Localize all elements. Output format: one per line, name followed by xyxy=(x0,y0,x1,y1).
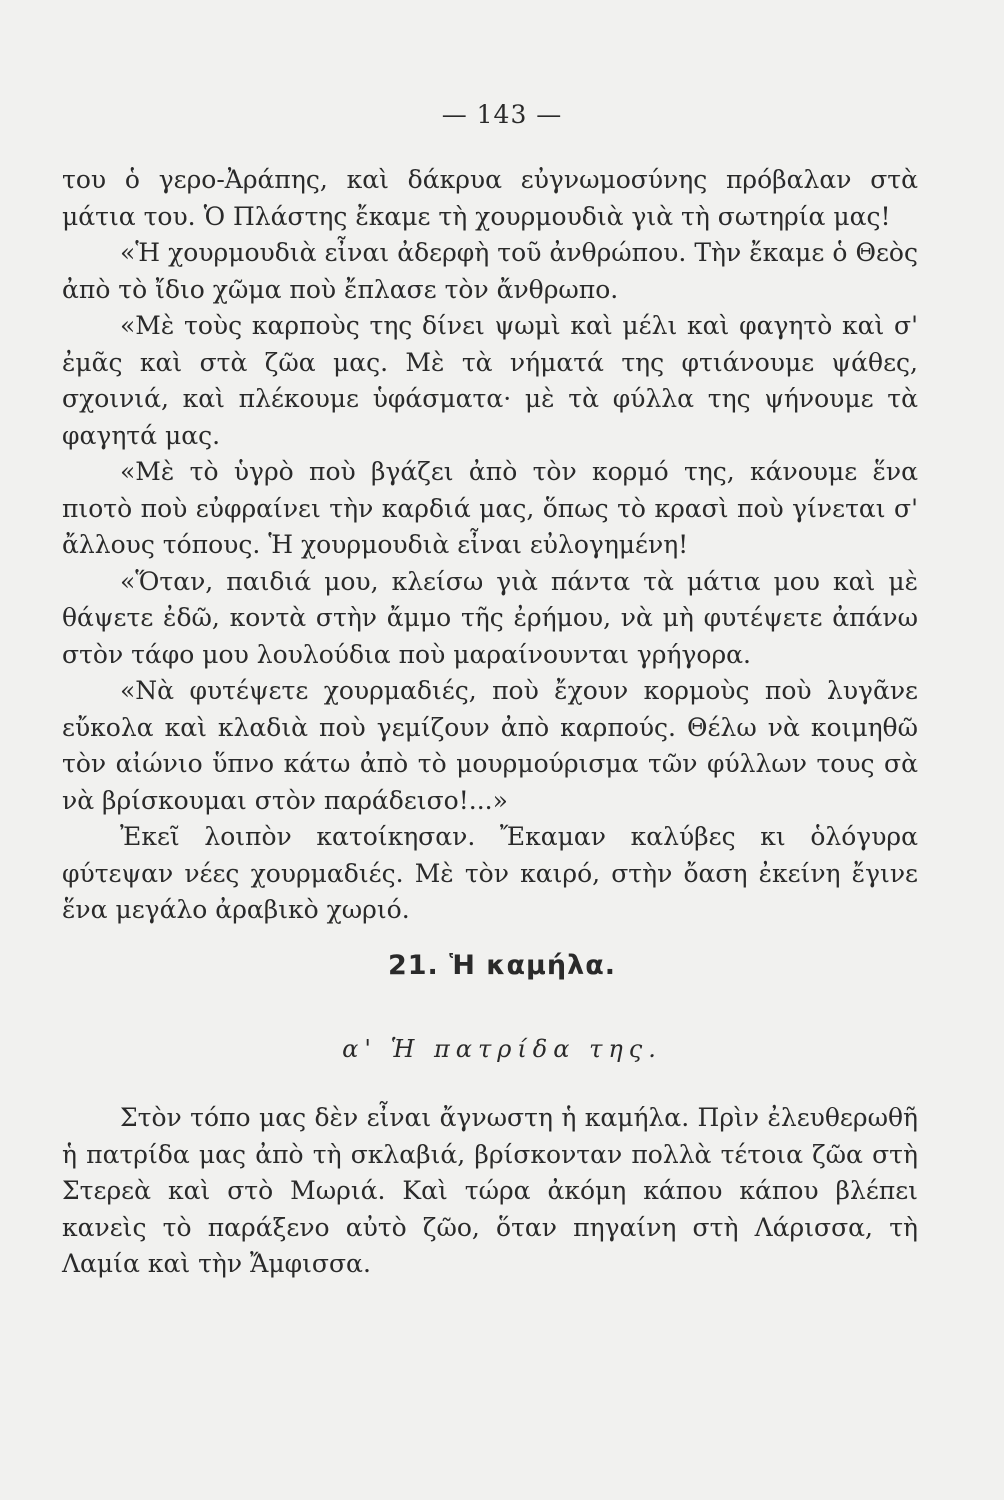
paragraph: Στὸν τόπο μας δὲν εἶναι ἄγνωστη ἡ καμήλα. Πρὶν ἐλευθερωθῆ ἡ πατρίδα μας ἀπὸ τὴ σκλαβιά, βρίσκονταν πολλὰ τέτοια ζῶα στὴ Στερεὰ καὶ στὸ Μωριά. Καὶ τώρα ἀκόμη κάπου κάπου βλέπει κανεὶς τὸ παράξενο αὐτὸ ζῶο, ὅταν πηγαίνη στὴ Λάρισσα, τὴ Λαμία καὶ τὴν Ἄμφισσα. xyxy=(62,1103,918,1278)
page-number: — 143 — xyxy=(441,100,563,129)
paragraph: Ἐκεῖ λοιπὸν κατοίκησαν. Ἔκαμαν καλύβες κι ὁλόγυρα φύτεψαν νέες χουρμαδιές. Μὲ τὸν καιρό, στὴν ὄαση ἐκείνη ἔγινε ἕνα μεγάλο ἀραβικὸ χωριό. xyxy=(62,822,918,924)
section-title: α' Ἡ πατρίδα της. xyxy=(342,1035,662,1063)
paragraph: «Μὲ τοὺς καρποὺς της δίνει ψωμὶ καὶ μέλι καὶ φαγητὸ καὶ σ' ἐμᾶς καὶ στὰ ζῶα μας. Μὲ τὰ νήματά της φτιάνουμε ψάθες, σχοινιά, καὶ πλέκουμε ὑφάσματα· μὲ τὰ φύλλα της ψήνουμε τὰ φαγητά μας. xyxy=(62,311,918,450)
paragraph: «Νὰ φυτέψετε χουρμαδιές, ποὺ ἔχουν κορμοὺς ποὺ λυγᾶνε εὔκολα καὶ κλαδιὰ ποὺ γεμίζουν ἀπὸ καρπούς. Θέλω νὰ κοιμηθῶ τὸν αἰώνιο ὕπνο κάτω ἀπὸ τὸ μουρμούρισμα τῶν φύλλων τους σὰ νὰ βρίσκουμαι στὸν παράδεισο!...» xyxy=(62,676,918,815)
chapter-title: 21. Ἡ καμήλα. xyxy=(387,950,617,981)
paragraph: «Μὲ τὸ ὑγρὸ ποὺ βγάζει ἀπὸ τὸν κορμό της, κάνουμε ἕνα πιοτὸ ποὺ εὐφραίνει τὴν καρδιά μας, ὅπως τὸ κρασὶ ποὺ γίνεται σ' ἄλλους τόπους. Ἡ χουρμουδιὰ εἶναι εὐλογημένη! xyxy=(62,457,918,559)
body-text-top xyxy=(62,162,918,929)
paragraph: του ὁ γερο-Ἀράπης, καὶ δάκρυα εὐγνωμοσύνης πρόβαλαν στὰ μάτια του. Ὁ Πλάστης ἔκαμε τὴ χουρμουδιὰ γιὰ τὴ σωτηρία μας! xyxy=(62,165,918,231)
paragraph: «Ὅταν, παιδιά μου, κλείσω γιὰ πάντα τὰ μάτια μου καὶ μὲ θάψετε ἐδῶ, κοντὰ στὴν ἄμμο τῆς ἐρήμου, νὰ μὴ φυτέψετε ἀπάνω στὸν τάφο μου λουλούδια ποὺ μαραίνουνται γρήγορα. xyxy=(62,566,918,669)
paragraph: «Ἡ χουρμουδιὰ εἶναι ἀδερφὴ τοῦ ἀνθρώπου. Τὴν ἔκαμε ὁ Θεὸς ἀπὸ τὸ ἴδιο χῶμα ποὺ ἔπλασε τὸν ἄνθρωπο. xyxy=(62,238,918,304)
body-text-bottom xyxy=(62,1100,918,1283)
